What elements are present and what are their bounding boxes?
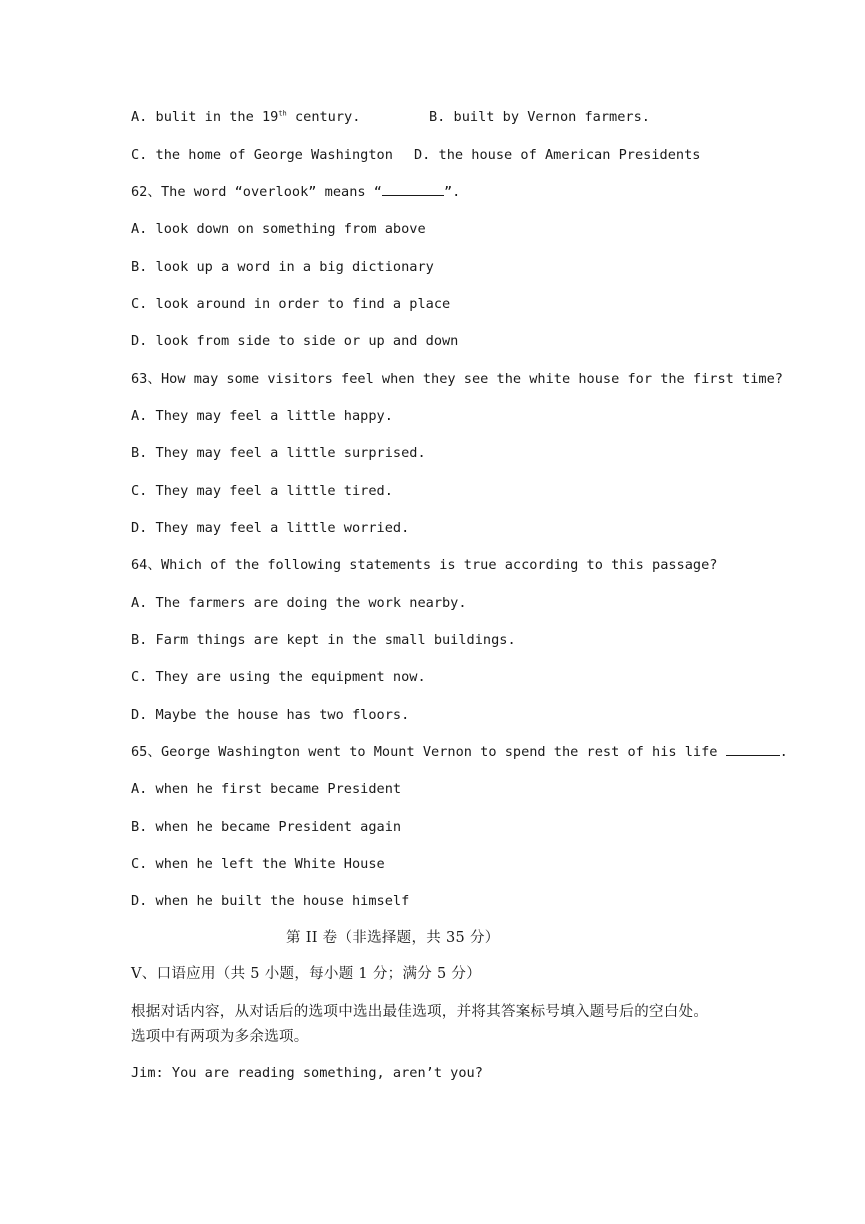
q61-option-a-suffix: century. bbox=[286, 109, 361, 125]
q65-option-d: D. when he built the house himself bbox=[131, 893, 410, 909]
dialogue-line-1: Jim: You are reading something, aren’t you? bbox=[131, 1065, 483, 1081]
q62-stem-prefix: 62、The word “overlook” means “ bbox=[131, 184, 382, 200]
q63-option-a: A. They may feel a little happy. bbox=[131, 408, 393, 424]
q62-stem-suffix: ”. bbox=[443, 184, 461, 200]
q64-option-a: A. The farmers are doing the work nearby. bbox=[131, 595, 467, 611]
q62-option-a: A. look down on something from above bbox=[131, 221, 426, 237]
instruction-line-1: 根据对话内容，从对话后的选项中选出最佳选项，并将其答案标号填入题号后的空白处。 bbox=[131, 1004, 709, 1020]
q62-stem bbox=[131, 183, 460, 201]
section-heading: Ⅴ、口语应用（共 5 小题，每小题 1 分；满分 5 分） bbox=[131, 966, 482, 982]
part2-title: 第 II 卷（非选择题，共 35 分） bbox=[286, 930, 500, 946]
q63-stem: 63、How may some visitors feel when they see the white house for the first time? bbox=[131, 371, 783, 387]
q61-option-a-prefix: A. bulit in the 19 bbox=[131, 109, 279, 125]
q64-option-b: B. Farm things are kept in the small buildings. bbox=[131, 632, 516, 648]
q61-option-a-superscript: th bbox=[278, 109, 287, 118]
q63-option-c: C. They may feel a little tired. bbox=[131, 483, 393, 499]
q65-option-a: A. when he first became President bbox=[131, 781, 402, 797]
q64-option-d: D. Maybe the house has two floors. bbox=[131, 707, 410, 723]
q63-option-b: B. They may feel a little surprised. bbox=[131, 445, 426, 461]
q65-option-b: B. when he became President again bbox=[131, 819, 402, 835]
q64-stem: 64、Which of the following statements is true according to this passage? bbox=[131, 557, 718, 573]
q62-option-d: D. look from side to side or up and down bbox=[131, 333, 459, 349]
q61-option-b: B. built by Vernon farmers. bbox=[429, 109, 650, 125]
q65-stem bbox=[131, 743, 788, 761]
q65-answer-blank bbox=[726, 743, 780, 756]
q62-option-c: C. look around in order to find a place bbox=[131, 296, 451, 312]
q61-option-d: D. the house of American Presidents bbox=[414, 147, 701, 163]
q65-option-c: C. when he left the White House bbox=[131, 856, 385, 872]
q65-stem-suffix: . bbox=[779, 744, 788, 760]
q62-answer-blank bbox=[382, 183, 444, 196]
instruction-line-2: 选项中有两项为多余选项。 bbox=[131, 1029, 309, 1045]
q63-option-d: D. They may feel a little worried. bbox=[131, 520, 410, 536]
q62-option-b: B. look up a word in a big dictionary bbox=[131, 259, 434, 275]
q64-option-c: C. They are using the equipment now. bbox=[131, 669, 426, 685]
q65-stem-prefix: 65、George Washington went to Mount Vernon to spend the rest of his life bbox=[131, 744, 726, 760]
q61-option-a bbox=[131, 108, 360, 126]
q61-option-c: C. the home of George Washington bbox=[131, 147, 393, 163]
